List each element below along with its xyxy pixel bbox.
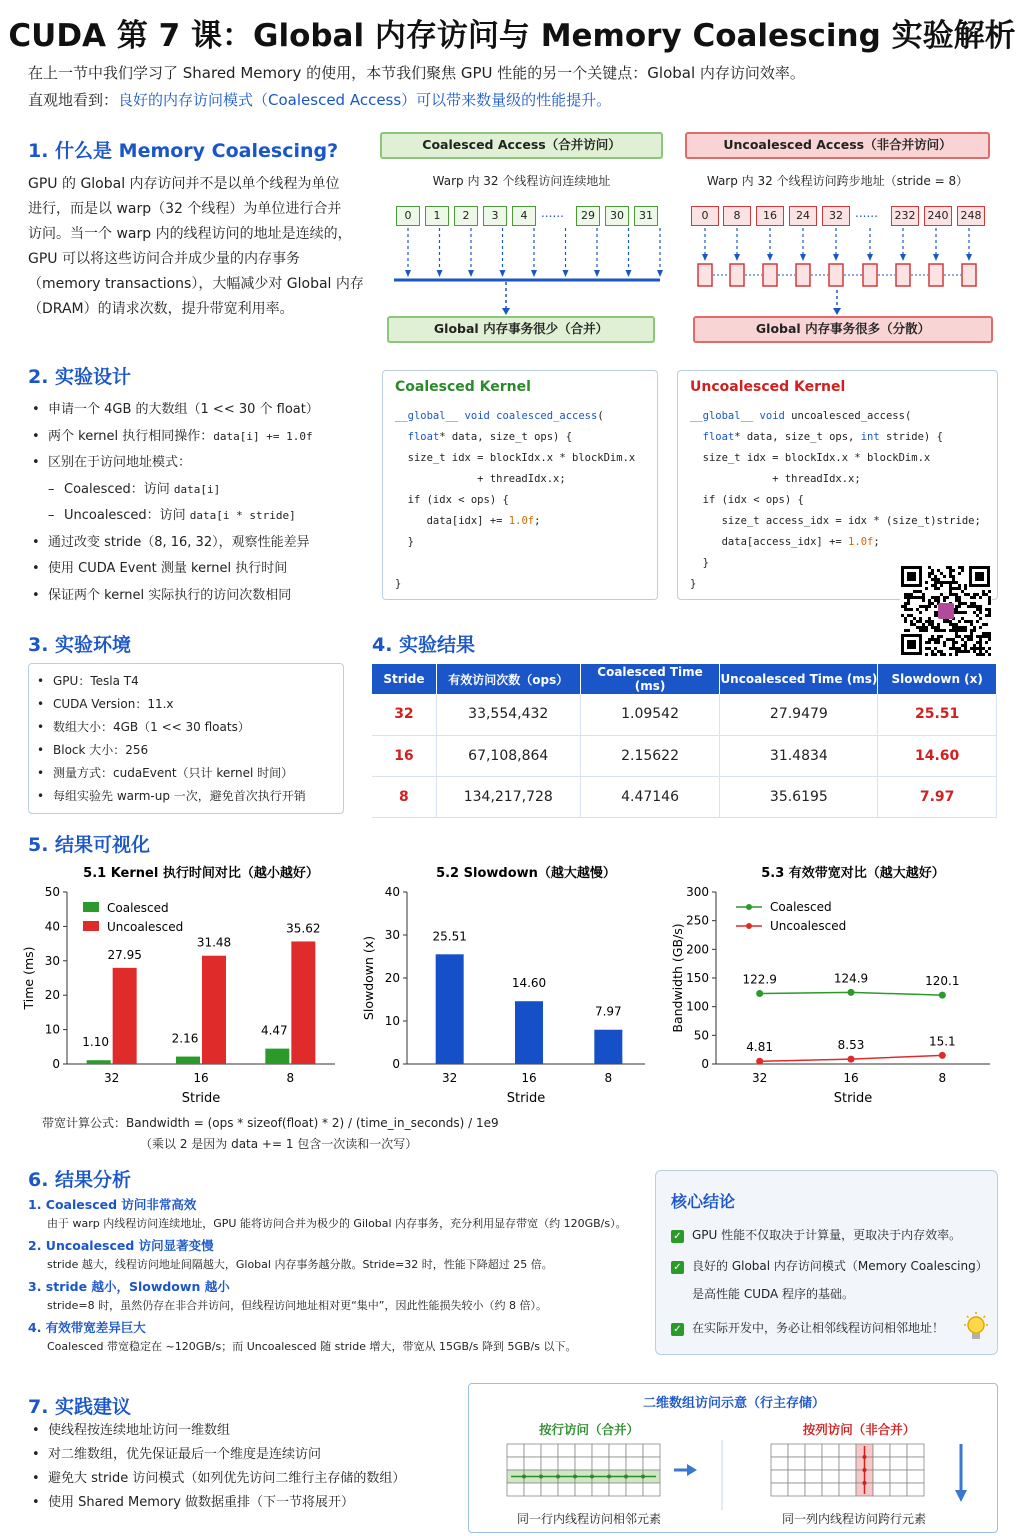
array-grids: [469, 1440, 999, 1510]
section4-heading: 4. 实验结果: [372, 634, 476, 656]
array-cell: [890, 1444, 907, 1457]
bar-coalesced: [265, 1049, 289, 1064]
table-cell: 8: [372, 776, 436, 817]
bandwidth-formula: 带宽计算公式：Bandwidth = (ops * sizeof(float) * 2) / (time_in_seconds) / 1e9: [42, 1116, 499, 1130]
data-label: 120.1: [925, 974, 960, 989]
analysis-item-body: Coalesced 带宽稳定在 ~120GB/s；而 Uncoalesced 随 stride 增大，带宽从 15GB/s 降到 5GB/s 以下。: [47, 1340, 577, 1353]
y-tick-label: 10: [44, 1022, 60, 1037]
design-item: • 使用 CUDA Event 测量 kernel 执行时间: [28, 556, 368, 583]
y-tick-label: 50: [44, 885, 60, 899]
array-cell: [541, 1483, 558, 1496]
data-label: 7.97: [594, 1004, 622, 1019]
section1-line: （memory transactions），大幅减少对 Global 内存: [28, 276, 364, 292]
table-cell: 2.15622: [580, 735, 720, 776]
chart-title: 5.2 Slowdown（越大越慢）: [436, 866, 616, 881]
bar-slowdown: [594, 1030, 622, 1064]
array-cell: [839, 1444, 856, 1457]
point-uncoalesced: [939, 1052, 946, 1059]
array-cell: [575, 1457, 592, 1470]
table-row: [372, 735, 997, 776]
row-access-point: [522, 1475, 526, 1479]
data-label: 122.9: [742, 972, 777, 987]
data-label: 14.60: [511, 976, 547, 991]
ellipsis: ......: [855, 206, 878, 220]
y-tick-label: 250: [686, 913, 709, 928]
table-cell: 33,554,432: [436, 694, 580, 735]
array-cell: [771, 1444, 788, 1457]
analysis-list: [28, 1195, 648, 1359]
array-cell: [822, 1457, 839, 1470]
table-cell: 14.60: [878, 735, 997, 776]
x-tick-label: 8: [604, 1071, 613, 1085]
array-cell: [643, 1457, 660, 1470]
table-header-cell: Uncoalesced Time (ms): [720, 664, 878, 694]
environment-item: • CUDA Version：11.x: [33, 693, 343, 716]
bar-slowdown: [515, 1001, 543, 1064]
y-tick-label: 30: [384, 928, 400, 942]
section2-heading: 2. 实验设计: [28, 366, 132, 388]
array-cell: [609, 1457, 626, 1470]
y-tick-label: 300: [686, 885, 709, 899]
bar-slowdown: [436, 954, 464, 1064]
array-cell: [873, 1457, 890, 1470]
chart-title: 5.3 有效带宽对比（越大越好）: [761, 866, 945, 881]
intro-line-1: 在上一节中我们学习了 Shared Memory 的使用，本节我们聚焦 GPU 性能的另一个关键点：Global 内存访问效率。: [28, 64, 805, 82]
table-cell: 32: [372, 694, 436, 735]
practice-list: [28, 1419, 458, 1515]
coalesced-address-cell: 31: [634, 206, 658, 226]
core-heading: 核心结论: [671, 1192, 736, 1211]
x-tick-label: 32: [104, 1071, 120, 1085]
core-item-2-text: 良好的 Global 内存访问模式（Memory Coalescing）: [692, 1259, 988, 1273]
intro-highlight: 良好的内存访问模式（Coalesced Access）可以带来数量级的性能提升。: [118, 91, 612, 109]
array-cell: [907, 1470, 924, 1483]
analysis-item-title: 3. stride 越小，Slowdown 越小: [28, 1279, 230, 1294]
intro-prefix: 直观地看到：: [28, 91, 119, 109]
practice-item: • 避免大 stride 访问模式（如列优先访问二维行主存储的数组）: [28, 1467, 458, 1491]
section6-heading: 6. 结果分析: [28, 1169, 132, 1191]
coalesced-address-cell: 30: [605, 206, 629, 226]
practice-item: • 使用 Shared Memory 做数据重排（下一节将展开）: [28, 1491, 458, 1515]
point-coalesced: [848, 989, 855, 996]
array-cell: [890, 1470, 907, 1483]
coalesced-arrows: [380, 228, 670, 328]
table-cell: 27.9479: [720, 694, 878, 735]
y-tick-label: 200: [686, 942, 709, 957]
y-axis-label: Bandwidth (GB/s): [670, 923, 685, 1033]
analysis-item-title: 1. Coalesced 访问非常高效: [28, 1197, 197, 1212]
table-cell: 31.4834: [720, 735, 878, 776]
row-access-point: [556, 1475, 560, 1479]
array-cell: [524, 1457, 541, 1470]
y-tick-label: 40: [384, 885, 400, 899]
uncoalesced-arrows: [685, 228, 995, 318]
array-cell: [541, 1444, 558, 1457]
uncoalesced-label: Uncoalesced Access（非合并访问）: [685, 132, 990, 159]
section3-heading: 3. 实验环境: [28, 634, 132, 656]
table-cell: 35.6195: [720, 776, 878, 817]
check-icon: ✓: [671, 1261, 684, 1274]
y-tick-label: 0: [701, 1057, 709, 1071]
uncoalesced-address-cell: 8: [723, 206, 751, 226]
uncoalesced-address-cell: 16: [756, 206, 784, 226]
environment-item: • 每组实验先 warm-up 一次，避免首次执行开销: [33, 785, 343, 808]
uncoalesced-address-cell: 32: [822, 206, 850, 226]
array-cell: [507, 1483, 524, 1496]
design-item: – Coalesced：访问 data[i]: [28, 477, 368, 504]
point-coalesced: [939, 992, 946, 999]
environment-item: • GPU：Tesla T4: [33, 670, 343, 693]
table-cell: 134,217,728: [436, 776, 580, 817]
array-cell: [592, 1444, 609, 1457]
data-label: 15.1: [928, 1034, 956, 1049]
table-header-cell: Coalesced Time (ms): [580, 664, 720, 694]
intro-line-2: [28, 89, 611, 110]
x-tick-label: 32: [752, 1071, 768, 1085]
array-cell: [890, 1483, 907, 1496]
section1-line: （DRAM）的请求次数，提升带宽利用率。: [28, 301, 294, 317]
uncoalesced-address-cell: 248: [957, 206, 985, 226]
x-axis-label: Stride: [181, 1091, 221, 1106]
array-cell: [558, 1483, 575, 1496]
coalesced-address-cell: 1: [425, 206, 449, 226]
array-cell: [771, 1483, 788, 1496]
section1-line: 访问。当一个 warp 内的线程访问的地址是连续的，: [28, 226, 352, 242]
core-item-1: [671, 1226, 961, 1243]
coalesced-address-cell: 3: [483, 206, 507, 226]
coalesced-result: Global 内存事务很少（合并）: [387, 316, 655, 343]
environment-list: [33, 670, 343, 808]
legend-label: Uncoalesced: [107, 920, 184, 934]
array-cell: [524, 1483, 541, 1496]
array-cell: [907, 1483, 924, 1496]
array-cell: [788, 1470, 805, 1483]
array-cell: [907, 1444, 924, 1457]
x-tick-label: 8: [938, 1071, 947, 1085]
y-tick-label: 20: [384, 971, 400, 985]
environment-item: • Block 大小：256: [33, 739, 343, 762]
data-label: 25.51: [432, 929, 467, 944]
array-cell: [609, 1483, 626, 1496]
data-label: 1.10: [82, 1035, 110, 1050]
bar-uncoalesced: [291, 941, 315, 1064]
x-tick-label: 32: [442, 1071, 458, 1085]
data-label: 35.62: [286, 921, 321, 936]
core-item-3: [671, 1319, 944, 1336]
design-item: • 区别在于访问地址模式：: [28, 450, 368, 477]
chart-title: 5.1 Kernel 执行时间对比（越小越好）: [83, 866, 319, 881]
analysis-item-body: stride=8 时，虽然仍存在非合并访问，但线程访问地址相对更“集中”，因此性能损失较小（约 8 倍）。: [47, 1299, 547, 1312]
table-cell: 1.09542: [580, 694, 720, 735]
array-cell: [839, 1483, 856, 1496]
section1-heading: 1. 什么是 Memory Coalescing?: [28, 140, 339, 162]
bar-uncoalesced: [113, 968, 137, 1064]
coalesced-kernel-panel: [382, 370, 658, 600]
array-cell: [575, 1483, 592, 1496]
data-label: 31.48: [196, 935, 232, 950]
array-cell: [839, 1470, 856, 1483]
core-conclusion-box: [655, 1170, 998, 1355]
section1-line: GPU 的 Global 内存访问并不是以单个线程为单位: [28, 176, 340, 192]
array-cell: [822, 1470, 839, 1483]
data-label: 4.81: [746, 1040, 774, 1055]
row-access-point: [607, 1475, 611, 1479]
x-tick-label: 8: [286, 1071, 295, 1085]
array-cell: [592, 1457, 609, 1470]
bar-coalesced: [176, 1057, 200, 1064]
array-cell: [558, 1444, 575, 1457]
check-icon: ✓: [671, 1323, 684, 1336]
section1-line: 进行，而是以 warp（32 个线程）为单位进行合并: [28, 201, 342, 217]
x-axis-label: Stride: [506, 1091, 546, 1106]
results-table-header: [372, 664, 997, 694]
coalesced-address-cell: 2: [454, 206, 478, 226]
y-tick-label: 100: [686, 999, 709, 1014]
uncoalesced-address-cell: 240: [924, 206, 952, 226]
coalesced-kernel-title: Coalesced Kernel: [395, 379, 531, 395]
row-access-point: [573, 1475, 577, 1479]
practice-item: • 使线程按连续地址访问一维数组: [28, 1419, 458, 1443]
coalesced-kernel-code: __global__ void coalesced_access( float* data, size_t ops) { size_t idx = blockIdx.x * blockDim.x + threadIdx.x; if (idx < ops) { data[idx] += 1.0f; } }: [395, 410, 636, 590]
array-cell: [771, 1470, 788, 1483]
section5-heading: 5. 结果可视化: [28, 834, 151, 856]
table-header-cell: Stride: [372, 664, 436, 694]
bar-coalesced: [87, 1060, 111, 1064]
coalesced-address-cell: 0: [396, 206, 420, 226]
table-cell: 67,108,864: [436, 735, 580, 776]
data-label: 124.9: [833, 971, 869, 986]
check-icon: ✓: [671, 1230, 684, 1243]
array-cell: [822, 1444, 839, 1457]
row-access-point: [590, 1475, 594, 1479]
legend-marker: [746, 904, 752, 910]
col-access-caption: 同一列内线程访问跨行元素: [781, 1512, 926, 1526]
y-tick-label: 150: [686, 971, 709, 985]
row-access-title: 按行访问（合并）: [538, 1422, 639, 1437]
y-tick-label: 0: [52, 1057, 60, 1071]
legend-swatch: [83, 921, 99, 931]
y-tick-label: 50: [693, 1028, 709, 1043]
array-cell: [643, 1444, 660, 1457]
array-cell: [626, 1444, 643, 1457]
uncoalesced-address-cell: 24: [789, 206, 817, 226]
qr-code-image: [900, 565, 992, 657]
col-access-title: 按列访问（非合并）: [802, 1422, 916, 1437]
design-item: – Uncoalesced：访问 data[i * stride]: [28, 503, 368, 530]
x-tick-label: 16: [521, 1071, 537, 1085]
design-item: • 申请一个 4GB 的大数组（1 << 30 个 float）: [28, 397, 368, 424]
array-access-diagram: [468, 1383, 998, 1533]
coalesced-address-cell: 29: [576, 206, 600, 226]
y-tick-label: 0: [392, 1057, 400, 1071]
y-axis-label: Slowdown (x): [361, 935, 376, 1021]
array-cell: [839, 1457, 856, 1470]
chart-slowdown: [355, 860, 655, 1110]
chart-kernel-time: [15, 860, 345, 1110]
design-item: • 两个 kernel 执行相同操作：data[i] += 1.0f: [28, 424, 368, 451]
array-cell: [873, 1483, 890, 1496]
legend-label: Coalesced: [770, 900, 832, 914]
point-coalesced: [756, 990, 763, 997]
y-tick-label: 10: [384, 1014, 400, 1028]
array-cell: [626, 1457, 643, 1470]
array-cell: [805, 1470, 822, 1483]
data-label: 4.47: [260, 1023, 288, 1038]
array-cell: [873, 1470, 890, 1483]
bar-uncoalesced: [202, 956, 226, 1064]
array-cell: [524, 1444, 541, 1457]
analysis-item-body: 由于 warp 内线程访问连续地址，GPU 能将访问合并为极少的 Gilobal 内存事务，充分利用显存带宽（约 120GB/s）。: [47, 1217, 627, 1230]
uncoalesced-kernel-code: __global__ void uncoalesced_access( float* data, size_t ops, int stride) { size_t idx = blockIdx.x * blockDim.x + threadIdx.x; if (idx < ops) { size_t access_idx = idx * (size_t)stride; data[access_idx] += 1.0f; } }: [690, 410, 981, 590]
row-access-caption: 同一行内线程访问相邻元素: [516, 1512, 661, 1526]
uncoalesced-result: Global 内存事务很多（分散）: [693, 316, 993, 343]
core-item-2-cont: 是高性能 CUDA 程序的基础。: [692, 1287, 855, 1301]
array-cell: [575, 1444, 592, 1457]
y-tick-label: 30: [44, 953, 60, 968]
uncoalesced-address-cell: 232: [891, 206, 919, 226]
array-cell: [626, 1483, 643, 1496]
point-uncoalesced: [848, 1056, 855, 1063]
chart-bandwidth: [660, 860, 1000, 1110]
array-cell: [609, 1444, 626, 1457]
core-item-2: [671, 1257, 988, 1274]
legend-label: Coalesced: [107, 901, 169, 915]
page-title: CUDA 第 7 课：Global 内存访问与 Memory Coalescing 实验解析: [8, 18, 1016, 54]
data-label: 2.16: [171, 1031, 199, 1046]
table-cell: 4.47146: [580, 776, 720, 817]
point-uncoalesced: [756, 1058, 763, 1065]
environment-box: [28, 663, 344, 814]
legend-label: Uncoalesced: [770, 919, 847, 933]
coalesced-caption: Warp 内 32 个线程访问连续地址: [432, 174, 611, 188]
data-label: 27.95: [107, 947, 142, 962]
analysis-item-title: 4. 有效带宽差异巨大: [28, 1320, 146, 1335]
array-cell: [805, 1444, 822, 1457]
lightbulb-icon: [961, 1311, 991, 1343]
y-tick-label: 20: [44, 988, 60, 1003]
uncoalesced-kernel-title: Uncoalesced Kernel: [690, 379, 846, 395]
section1-paragraph: [28, 172, 373, 322]
core-item-3-text: 在实际开发中，务必让相邻线程访问相邻地址！: [692, 1321, 945, 1335]
uncoalesced-address-cell: 0: [691, 206, 719, 226]
grid-title: 二维数组访问示意（行主存储）: [642, 1396, 825, 1411]
array-cell: [507, 1444, 524, 1457]
analysis-item-body: stride 越大，线程访问地址间隔越大，Global 内存事务越分散。Stride=32 时，性能下降超过 25 倍。: [47, 1258, 553, 1271]
coalesced-label: Coalesced Access（合并访问）: [380, 132, 663, 159]
data-label: 8.53: [837, 1038, 865, 1053]
x-axis-label: Stride: [833, 1091, 873, 1106]
legend-marker: [746, 923, 752, 929]
table-cell: 7.97: [878, 776, 997, 817]
table-header-cell: 有效访问次数（ops）: [436, 664, 580, 694]
y-tick-label: 40: [44, 919, 60, 934]
section7-heading: 7. 实践建议: [28, 1396, 132, 1418]
array-cell: [788, 1457, 805, 1470]
array-cell: [805, 1457, 822, 1470]
row-access-point: [641, 1475, 645, 1479]
environment-item: • 数组大小：4GB（1 << 30 floats）: [33, 716, 343, 739]
col-access-point: [863, 1468, 867, 1472]
array-cell: [507, 1457, 524, 1470]
design-item: • 通过改变 stride（8, 16, 32），观察性能差异: [28, 530, 368, 557]
array-cell: [907, 1457, 924, 1470]
x-tick-label: 16: [843, 1071, 859, 1085]
ellipsis: ......: [541, 206, 564, 220]
table-row: [372, 694, 997, 735]
core-item-1-text: GPU 性能不仅取决于计算量，更取决于内存效率。: [692, 1228, 962, 1242]
col-access-point: [863, 1455, 867, 1459]
bandwidth-formula-note: （乘以 2 是因为 data += 1 包含一次读和一次写）: [140, 1137, 418, 1151]
array-cell: [788, 1444, 805, 1457]
coalesced-address-cell: 4: [512, 206, 536, 226]
section2-list: [28, 397, 368, 609]
uncoalesced-caption: Warp 内 32 个线程访问跨步地址（stride = 8）: [706, 174, 969, 188]
results-table: [372, 664, 997, 818]
array-cell: [822, 1483, 839, 1496]
analysis-item-title: 2. Uncoalesced 访问显著变慢: [28, 1238, 214, 1253]
array-cell: [643, 1483, 660, 1496]
table-header-cell: Slowdown (x): [878, 664, 997, 694]
table-cell: 25.51: [878, 694, 997, 735]
array-cell: [805, 1483, 822, 1496]
row-access-point: [624, 1475, 628, 1479]
row-access-point: [539, 1475, 543, 1479]
legend-swatch: [83, 902, 99, 912]
col-access-point: [863, 1481, 867, 1485]
table-row: [372, 776, 997, 817]
environment-item: • 测量方式：cudaEvent（只计 kernel 时间）: [33, 762, 343, 785]
section1-line: GPU 可以将这些访问合并成少量的内存事务: [28, 251, 300, 267]
y-axis-label: Time (ms): [21, 946, 36, 1010]
design-item: • 保证两个 kernel 实际执行的访问次数相同: [28, 583, 368, 610]
array-cell: [558, 1457, 575, 1470]
practice-item: • 对二维数组，优先保证最后一个维度是连续访问: [28, 1443, 458, 1467]
array-cell: [890, 1457, 907, 1470]
array-cell: [788, 1483, 805, 1496]
table-cell: 16: [372, 735, 436, 776]
array-cell: [592, 1483, 609, 1496]
array-cell: [541, 1457, 558, 1470]
array-cell: [873, 1444, 890, 1457]
x-tick-label: 16: [193, 1071, 209, 1085]
array-cell: [771, 1457, 788, 1470]
